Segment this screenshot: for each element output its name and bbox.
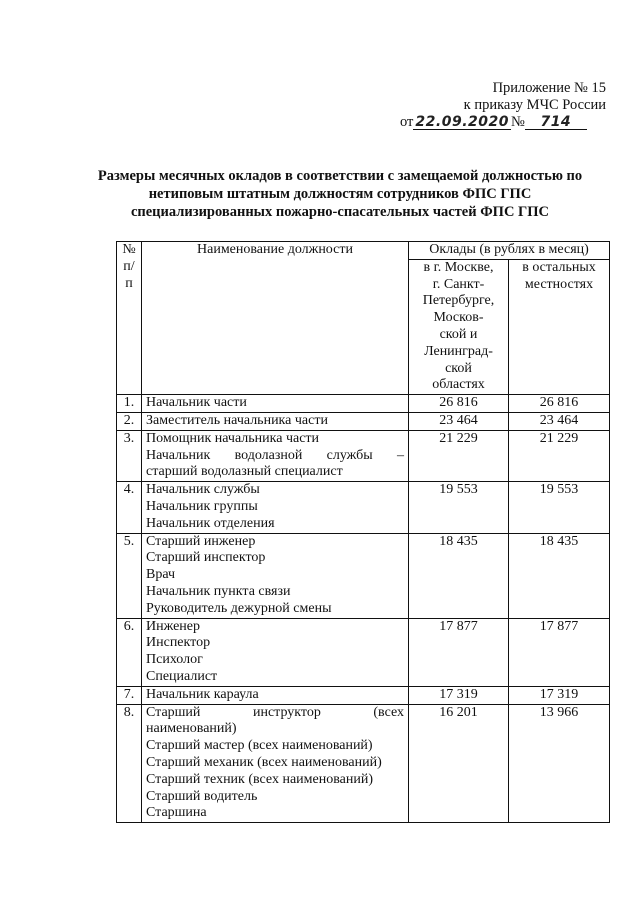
appendix-label: Приложение № 15 <box>492 80 606 96</box>
table-row <box>117 395 610 413</box>
position-name: старший водолазный специалист <box>146 464 343 480</box>
header-moscow-line: в г. Москве, <box>423 259 494 275</box>
header-number <box>117 242 142 395</box>
order-date-number-line <box>396 114 606 131</box>
salary-other: 21 229 <box>509 430 610 481</box>
position-word: – <box>396 447 404 463</box>
position-name: Начальник службы <box>146 482 260 498</box>
header-moscow-line: ской <box>445 360 472 376</box>
position-name: Начальник пункта связи <box>146 583 291 599</box>
row-number: 8. <box>117 704 142 823</box>
position-word: инструктор <box>252 704 321 720</box>
row-number: 1. <box>117 395 142 413</box>
title-line-1: Размеры месячных окладов в соответствии с замещаемой должностью по <box>97 168 583 184</box>
salary-other: 19 553 <box>509 482 610 533</box>
salary-other: 13 966 <box>509 704 610 823</box>
position-name: Старший инженер <box>146 533 256 549</box>
salary-other: 17 877 <box>509 618 610 686</box>
salary-moscow: 17 319 <box>409 686 509 704</box>
position-name: Врач <box>146 567 176 583</box>
salary-moscow: 19 553 <box>409 482 509 533</box>
position-name: Психолог <box>146 652 203 668</box>
position-names <box>142 704 409 823</box>
position-name: Начальник караула <box>146 686 259 702</box>
header-position-name: Наименование должности <box>142 242 409 395</box>
title-line-2: нетиповым штатным должностям сотрудников ФПС ГПС <box>148 186 532 202</box>
table-row <box>117 430 610 481</box>
position-name: Специалист <box>146 668 218 684</box>
document-title <box>80 167 600 221</box>
salary-moscow: 17 877 <box>409 618 509 686</box>
position-name: Старший водитель <box>146 788 258 804</box>
header-other-line: местностях <box>524 276 594 292</box>
header-moscow-line: Ленинград- <box>424 343 493 359</box>
table-row <box>117 533 610 618</box>
position-names <box>142 482 409 533</box>
position-names <box>142 430 409 481</box>
header-moscow-region <box>409 259 509 394</box>
header-salaries: Оклады (в рублях в месяц) <box>409 242 610 260</box>
salary-table <box>116 241 610 823</box>
position-name: Старшина <box>146 805 207 821</box>
position-name: Помощник начальника части <box>146 430 320 446</box>
position-name: Инженер <box>146 618 201 634</box>
position-names <box>142 618 409 686</box>
row-number: 5. <box>117 533 142 618</box>
table-row <box>117 686 610 704</box>
header-moscow-line: Москов- <box>433 310 484 326</box>
position-name: Старший механик (всех наименований) <box>146 754 382 770</box>
position-name: Начальник отделения <box>146 515 275 531</box>
row-number: 3. <box>117 430 142 481</box>
handwritten-number: 714 <box>525 115 587 130</box>
position-name: Инспектор <box>146 635 211 651</box>
header-number-line-2: п/п <box>123 258 135 291</box>
header-other-line: в остальных <box>522 259 596 275</box>
position-name: Руководитель дежурной смены <box>146 600 332 616</box>
salary-other: 17 319 <box>509 686 610 704</box>
position-name-justified <box>146 448 404 465</box>
position-names <box>142 533 409 618</box>
position-names <box>142 412 409 430</box>
table-row <box>117 482 610 533</box>
header-row <box>117 242 610 260</box>
header-moscow-line: ской и <box>439 326 478 342</box>
salary-moscow: 18 435 <box>409 533 509 618</box>
row-number: 4. <box>117 482 142 533</box>
position-name: Начальник части <box>146 395 247 411</box>
salary-moscow: 16 201 <box>409 704 509 823</box>
position-name: Старший техник (всех наименований) <box>146 771 374 787</box>
position-name: Заместитель начальника части <box>146 412 328 428</box>
salary-moscow: 23 464 <box>409 412 509 430</box>
salary-other: 18 435 <box>509 533 610 618</box>
salary-moscow: 26 816 <box>409 395 509 413</box>
position-name: наименований) <box>146 721 237 737</box>
row-number: 7. <box>117 686 142 704</box>
position-word: водолазной <box>234 447 303 463</box>
position-word: (всех <box>373 704 404 720</box>
position-name: Старший мастер (всех наименований) <box>146 738 373 754</box>
salary-moscow: 21 229 <box>409 430 509 481</box>
order-reference: к приказу МЧС России <box>463 97 606 113</box>
position-word: службы <box>326 447 373 463</box>
salary-other: 26 816 <box>509 395 610 413</box>
number-sign: № <box>510 114 525 130</box>
header-moscow-line: г. Санкт- <box>432 276 485 292</box>
row-number: 6. <box>117 618 142 686</box>
salary-other: 23 464 <box>509 412 610 430</box>
date-prefix: от <box>400 114 414 130</box>
row-number: 2. <box>117 412 142 430</box>
header-moscow-line: областях <box>432 377 485 393</box>
handwritten-date: 22.09.2020 <box>415 114 509 130</box>
header-number-line-1: № <box>122 242 136 257</box>
table-row <box>117 704 610 823</box>
appendix-block <box>396 80 606 131</box>
position-name: Начальник группы <box>146 498 258 514</box>
position-word: Старший <box>146 704 201 720</box>
title-line-3: специализированных пожарно-спасательных частей ФПС ГПС <box>130 204 550 220</box>
position-names <box>142 686 409 704</box>
position-names <box>142 395 409 413</box>
table-row <box>117 618 610 686</box>
table-row <box>117 412 610 430</box>
position-word: Начальник <box>146 447 211 463</box>
header-other-regions <box>509 259 610 394</box>
position-name-justified <box>146 705 404 722</box>
header-moscow-line: Петербурге, <box>422 293 495 309</box>
position-name: Старший инспектор <box>146 550 266 566</box>
table-body <box>117 395 610 823</box>
